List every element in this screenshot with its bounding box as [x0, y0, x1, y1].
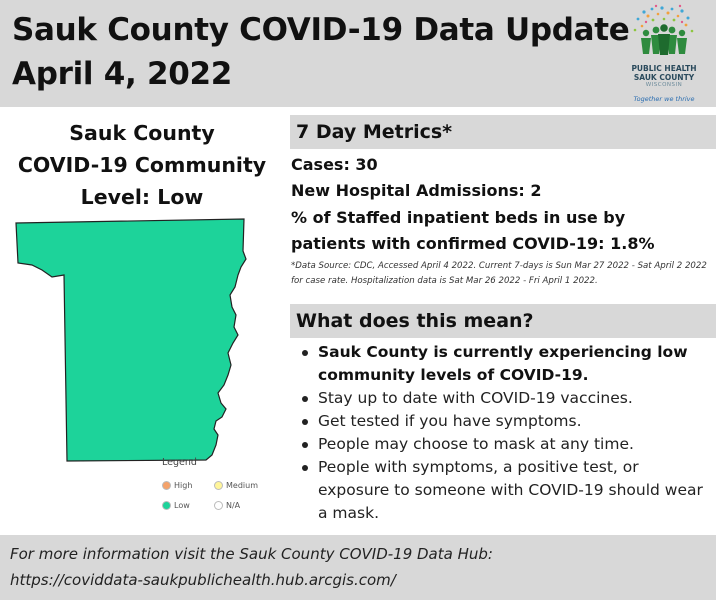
- legend-high-swatch: [162, 481, 171, 490]
- list-item: Stay up to date with COVID-19 vaccines.: [298, 387, 712, 410]
- logo-text-sauk-county: SAUK COUNTY: [633, 73, 695, 82]
- community-level-line3: Level: Low: [80, 185, 204, 209]
- metric-beds-line1: % of Staffed inpatient beds in use by: [291, 208, 626, 227]
- logo-text-public-health: PUBLIC HEALTH: [631, 64, 697, 73]
- legend-medium-label: Medium: [226, 481, 258, 490]
- data-source-note: *Data Source: CDC, Accessed April 4 2022. Current 7-days is Sun Mar 27 2022 - Sat April 2 2022 for case rate. Hospitalization data is Sat Mar 26 2022 - Fri April 1 2022.: [291, 261, 707, 286]
- logo-figures-icon: [622, 4, 706, 64]
- legend-title: Legend: [162, 457, 197, 468]
- list-item: Sauk County is currently experiencing low community levels of COVID-19.: [298, 341, 712, 387]
- list-item: Get tested if you have symptoms.: [298, 410, 712, 433]
- metrics-heading: 7 Day Metrics*: [290, 115, 716, 149]
- public-health-logo: [622, 4, 706, 104]
- header-banner: [0, 0, 716, 107]
- metric-beds-line2: patients with confirmed COVID-19: 1.8%: [291, 234, 655, 253]
- legend-na-swatch: [214, 501, 223, 510]
- page-title: Sauk County COVID-19 Data Update: [12, 12, 630, 48]
- community-level-heading: [6, 117, 278, 213]
- sauk-county-map: [12, 215, 262, 465]
- footer-info-text: For more information visit the Sauk County COVID-19 Data Hub:: [10, 545, 493, 563]
- logo-text-wisconsin: WISCONSIN: [645, 82, 683, 88]
- list-item: People with symptoms, a positive test, or exposure to someone with COVID-19 should wear a mask.: [298, 456, 712, 525]
- community-level-line1: Sauk County: [69, 121, 215, 145]
- meaning-list: [298, 341, 712, 525]
- legend-high-label: High: [174, 481, 193, 490]
- footer-banner: [0, 535, 716, 600]
- community-level-line2: COVID-19 Community: [17, 153, 267, 177]
- legend-low-label: Low: [174, 501, 190, 510]
- metric-cases: Cases: 30: [291, 155, 378, 174]
- legend-medium-swatch: [214, 481, 223, 490]
- legend-na-label: N/A: [226, 501, 241, 510]
- meaning-heading: What does this mean?: [290, 304, 716, 338]
- page-date: April 4, 2022: [12, 56, 233, 92]
- logo-tagline: Together we thrive: [633, 95, 695, 103]
- footer-link[interactable]: https://coviddata-saukpublichealth.hub.arcgis.com/: [10, 571, 396, 589]
- list-item: People may choose to mask at any time.: [298, 433, 712, 456]
- county-shape: [16, 219, 246, 461]
- metric-admissions: New Hospital Admissions: 2: [291, 181, 542, 200]
- legend-low-swatch: [162, 501, 171, 510]
